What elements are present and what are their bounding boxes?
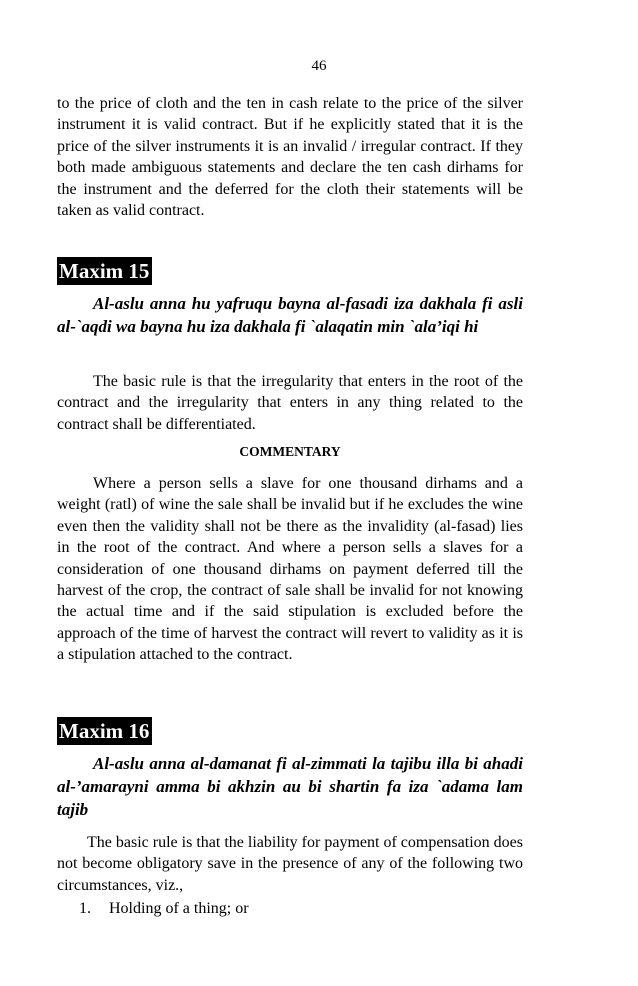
list-item	[79, 898, 249, 919]
maxim-15-commentary: Where a person sells a slave for one thousand dirhams and a weight (ratl) of wine the sale shall be invalid but if he excludes the wine even then the validity shall not be there as the invalidity (al-fasad) lies in the root of the contract. And where a person sells a slaves for a consideration of one thousand dirhams on payment deferred till the harvest of the crop, the contract of sale shall be invalid for not knowing the actual time and if the said stipulation is excluded before the approach of the time of harvest the contract will revert to validity as it is a stipulation attached to the contract.	[57, 475, 523, 664]
page-number: 46	[311, 58, 327, 74]
list-item-text: Holding of a thing; or	[109, 900, 249, 917]
intro-paragraph: to the price of cloth and the ten in cash relate to the price of the silver instrument it is valid contract. But if he explicitly stated that it is the price of the silver instruments it is an invalid / irregular contract. If they both made ambiguous statements and declare the ten cash dirhams for the instrument and the deferred for the cloth their statements will be taken as valid contract.	[57, 95, 523, 220]
maxim-15-heading: Maxim 15	[57, 257, 152, 285]
maxim-15-arabic-text: Al-aslu anna hu yafruqu bayna al-fasadi iza dakhala fi asli al-`aqdi wa bayna hu iza dakhala fi `alaqatin min `ala’iqi hi	[57, 294, 523, 336]
maxim-15-rule: The basic rule is that the irregularity that enters in the root of the contract and the irregularity that enters in any thing related to the contract shall be differentiated.	[57, 373, 523, 433]
maxim-16-rule: The basic rule is that the liability for payment of compensation does not become obligatory save in the presence of any of the following two circumstances, viz.,	[57, 834, 523, 894]
commentary-heading: COMMENTARY	[239, 444, 341, 459]
maxim-16-heading: Maxim 16	[57, 717, 152, 745]
maxim-16-arabic-text: Al-aslu anna al-damanat fi al-zimmati la tajibu illa bi ahadi al-’amarayni amma bi akhzin au bi shartin fa iza `adama lam tajib	[57, 754, 523, 819]
list-item-number: 1.	[79, 900, 91, 917]
